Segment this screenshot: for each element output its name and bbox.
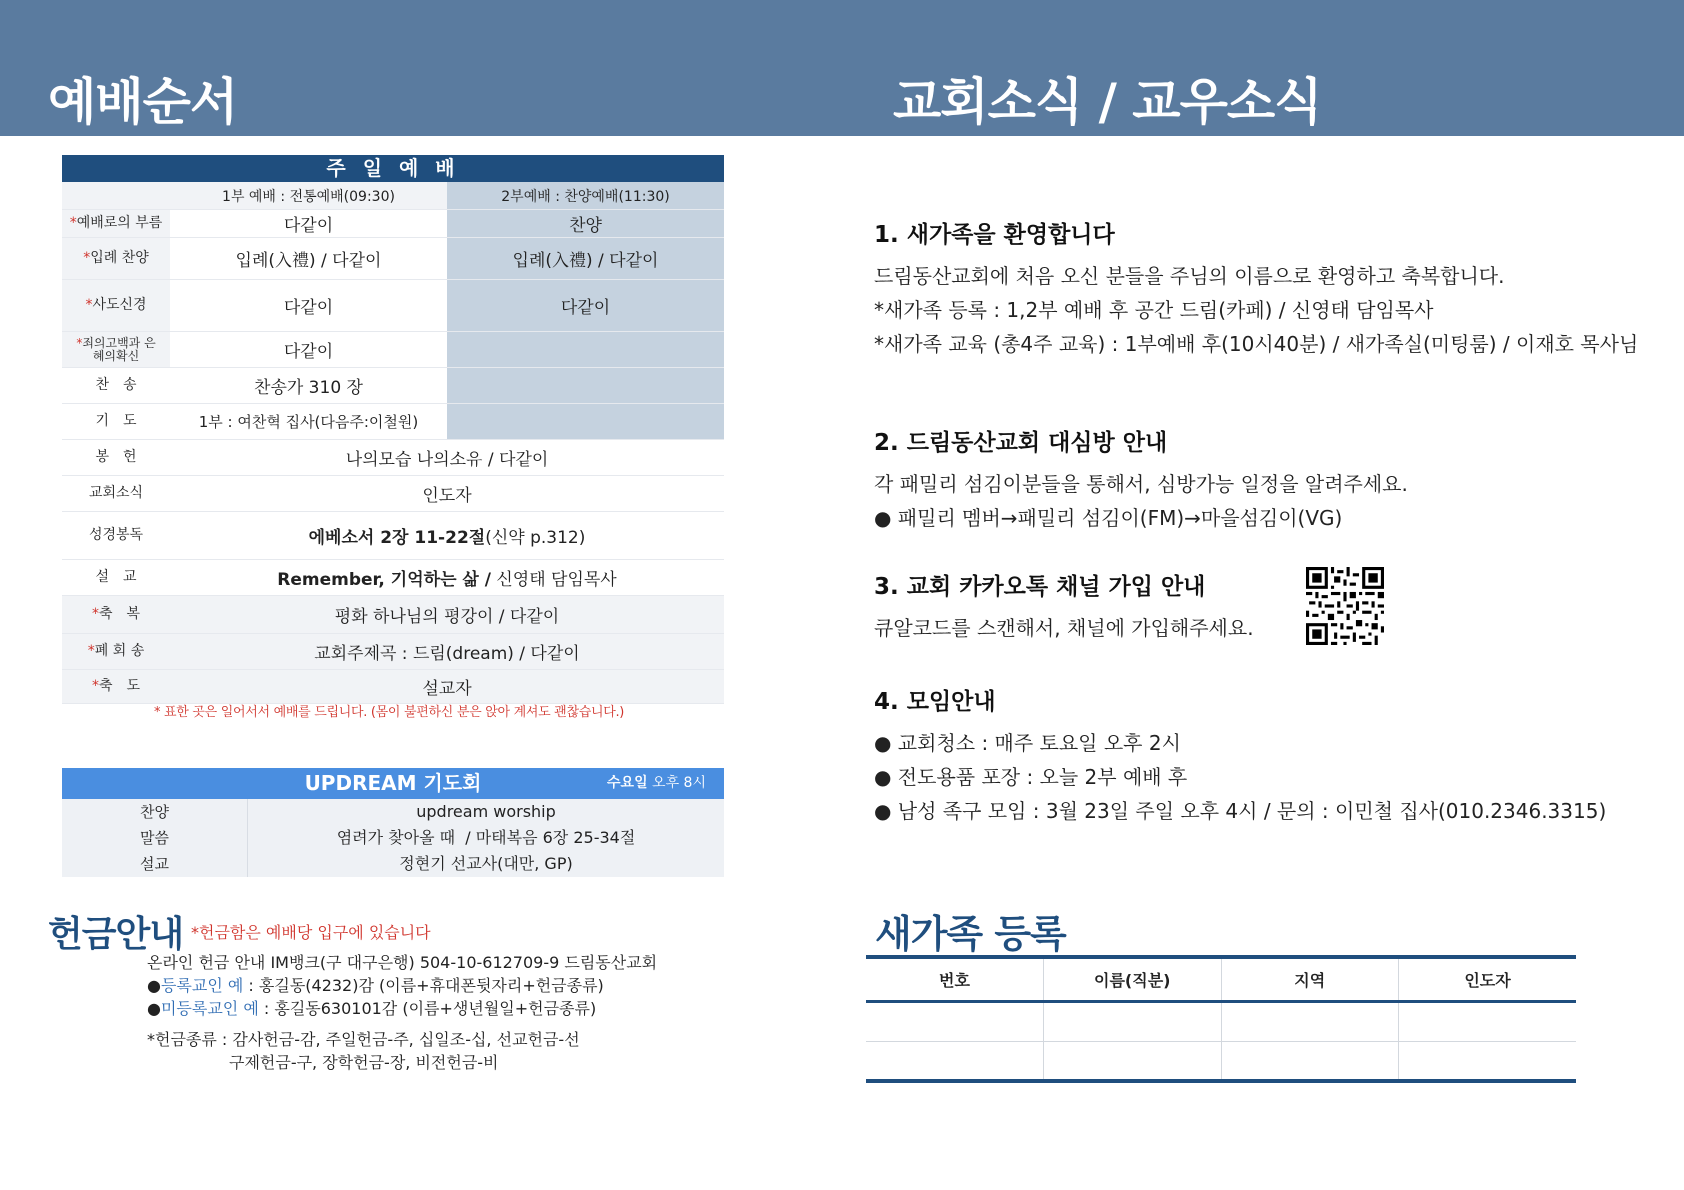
header-band xyxy=(0,0,1684,136)
worship-row-value: 나의모습 나의소유 / 다같이 xyxy=(345,450,549,470)
worship-row xyxy=(62,596,724,634)
news-line: ● 교회청소 : 매주 토요일 오후 2시 xyxy=(874,731,1181,755)
worship-row-label: * 예배로의 부름 xyxy=(62,210,170,237)
worship-row-service2-empty xyxy=(447,368,724,403)
news-item-3 xyxy=(874,568,1254,645)
offering-title: 헌금안내 xyxy=(48,914,184,955)
updream-row-value: updream worship xyxy=(247,799,724,825)
news-title: 2. 드림동산교회 대심방 안내 xyxy=(874,430,1168,456)
worship-row xyxy=(62,512,724,560)
worship-header-blank xyxy=(62,182,170,209)
news-title: 1. 새가족을 환영합니다 xyxy=(874,222,1115,248)
registration-cell[interactable] xyxy=(1044,1001,1222,1041)
worship-row-label: * 축 도 xyxy=(91,678,141,695)
registration-table xyxy=(866,955,1576,1083)
news-item-2 xyxy=(874,424,1408,535)
worship-row xyxy=(62,670,724,704)
updream-row-label: 말씀 xyxy=(140,829,169,847)
updream-title: UPDREAM 기도회 xyxy=(304,771,482,795)
worship-row-service1: 다같이 xyxy=(283,342,334,362)
worship-row xyxy=(62,368,724,404)
worship-row-label: 성경봉독 xyxy=(88,527,144,544)
worship-row xyxy=(62,238,724,280)
worship-row-label: 기 도 xyxy=(95,413,137,430)
updream-row xyxy=(62,825,724,851)
updream-row xyxy=(62,799,724,825)
registration-col-name: 이름(직분) xyxy=(1044,957,1222,1001)
worship-row xyxy=(62,440,724,476)
news-line: *새가족 교육 (총4주 교육) : 1부예배 후(10시40분) / 새가족실(미팅룸) / 이재호 목사님 xyxy=(874,332,1639,356)
registration-col-number: 번호 xyxy=(866,957,1044,1001)
news-title: 3. 교회 카카오톡 채널 가입 안내 xyxy=(874,574,1206,600)
worship-table-title: 주 일 예 배 xyxy=(62,155,724,182)
worship-row-label: * 입례 찬양 xyxy=(62,238,170,279)
worship-row xyxy=(62,332,724,368)
news-title: 4. 모임안내 xyxy=(874,689,996,715)
worship-row-service1: 찬송가 310 장 xyxy=(254,378,363,398)
service1-header: 1부 예배 : 전통예배(09:30) xyxy=(170,182,447,209)
worship-row-service1: 1부 : 여찬혁 집사(다음주:이철원) xyxy=(198,413,419,431)
news-item-4 xyxy=(874,683,1606,828)
worship-order-title: 예배순서 xyxy=(48,73,238,131)
worship-row-value: 인도자 xyxy=(422,486,472,506)
news-line: 큐알코드를 스캔해서, 채널에 가입해주세요. xyxy=(874,616,1254,640)
worship-row xyxy=(62,476,724,512)
updream-row-label: 찬양 xyxy=(140,803,169,821)
worship-row-service1: 다같이 xyxy=(283,298,334,318)
worship-row-label: 찬 송 xyxy=(95,377,137,394)
registration-row xyxy=(866,1041,1576,1081)
registration-cell[interactable] xyxy=(1399,1001,1577,1041)
worship-row xyxy=(62,210,724,238)
worship-row-value: 평화 하나님의 평강이 / 다같이 xyxy=(334,607,560,627)
unregistered-member-example: ●미등록교인 예 : 홍길동630101감 (이름+생년월일+헌금종류) xyxy=(147,999,597,1018)
worship-row-label: *죄의고백과 은혜의확신 xyxy=(62,332,170,367)
registration-cell[interactable] xyxy=(866,1041,1044,1081)
worship-row-service2: 찬양 xyxy=(447,210,724,237)
registration-cell[interactable] xyxy=(1044,1041,1222,1081)
worship-header-row xyxy=(62,182,724,210)
updream-title-bar xyxy=(62,768,724,799)
worship-row-label: * 폐 회 송 xyxy=(87,643,145,660)
sunday-worship-table xyxy=(62,155,724,722)
updream-row xyxy=(62,851,724,877)
worship-row-label: 봉 헌 xyxy=(95,449,137,466)
registration-cell[interactable] xyxy=(1399,1041,1577,1081)
updream-row-value: 정현기 선교사(대만, GP) xyxy=(247,851,724,877)
standing-note: * 표한 곳은 일어서서 예배를 드립니다. (몸이 불편하신 분은 앉아 계셔도 괜찮습니다.) xyxy=(154,705,625,720)
worship-row-service2-empty xyxy=(447,404,724,439)
worship-row xyxy=(62,280,724,332)
news-item-1 xyxy=(874,216,1638,361)
offering-kinds xyxy=(147,1028,580,1074)
worship-row-label: * 사도신경 xyxy=(62,280,170,331)
updream-row-label: 설교 xyxy=(140,855,169,873)
news-line: *새가족 등록 : 1,2부 예배 후 공간 드림(카페) / 신영태 담임목사 xyxy=(874,298,1434,322)
offering-box-note: *헌금함은 예배당 입구에 있습니다 xyxy=(191,923,431,942)
registration-cell[interactable] xyxy=(1221,1001,1399,1041)
church-news-title: 교회소식 / 교우소식 xyxy=(893,73,1322,131)
news-line: ● 패밀리 멤버→패밀리 섬김이(FM)→마을섬김이(VG) xyxy=(874,506,1343,530)
news-line: 각 패밀리 섬김이분들을 통해서, 심방가능 일정을 알려주세요. xyxy=(874,472,1408,496)
worship-row-label: * 축 복 xyxy=(91,606,141,623)
worship-row xyxy=(62,634,724,670)
offering-kinds-line2: 구제헌금-구, 장학헌금-장, 비전헌금-비 xyxy=(229,1053,499,1072)
registration-row xyxy=(866,1001,1576,1041)
registration-col-guide: 인도자 xyxy=(1399,957,1577,1001)
news-line: ● 남성 족구 모임 : 3월 23일 주일 오후 4시 / 문의 : 이민철 집사(010.2346.3315) xyxy=(874,799,1607,823)
worship-row-service2: 입례(入禮) / 다같이 xyxy=(447,238,724,279)
registration-header-row xyxy=(866,957,1576,1001)
registration-cell[interactable] xyxy=(1221,1041,1399,1081)
offering-kinds-line1: *헌금종류 : 감사헌금-감, 주일헌금-주, 십일조-십, 선교헌금-선 xyxy=(147,1030,580,1049)
registered-member-example: ●등록교인 예 : 홍길동(4232)감 (이름+휴대폰뒷자리+헌금종류) xyxy=(147,976,604,995)
registration-col-region: 지역 xyxy=(1221,957,1399,1001)
registration-cell[interactable] xyxy=(866,1001,1044,1041)
worship-row-value: 교회주제곡 : 드림(dream) / 다같이 xyxy=(314,644,580,664)
worship-row-service1: 입례(入禮) / 다같이 xyxy=(235,251,382,271)
worship-row xyxy=(62,560,724,596)
worship-row xyxy=(62,404,724,440)
worship-row-label: 교회소식 xyxy=(88,485,144,502)
news-line: 드림동산교회에 처음 오신 분들을 주님의 이름으로 환영하고 축복합니다. xyxy=(874,264,1505,288)
worship-row-service2: 다같이 xyxy=(447,280,724,331)
sermon: Remember, 기억하는 삶 / 신영태 담임목사 xyxy=(277,570,617,590)
updream-time: 수요일 오후 8시 xyxy=(607,775,706,791)
worship-row-service1: 다같이 xyxy=(283,216,334,236)
worship-row-value: 설교자 xyxy=(422,679,472,699)
scripture-reading: 에베소서 2장 11-22절 (신약 p.312) xyxy=(308,528,586,548)
updream-table xyxy=(62,768,724,877)
service2-header: 2부예배 : 찬양예배(11:30) xyxy=(447,182,724,209)
kakao-qr-code-icon[interactable] xyxy=(1306,567,1384,645)
online-offering-account: 온라인 헌금 안내 IM뱅크(구 대구은행) 504-10-612709-9 드림동산교회 xyxy=(147,953,658,972)
news-line: ● 전도용품 포장 : 오늘 2부 예배 후 xyxy=(874,765,1188,789)
updream-row-value: 염려가 찾아올 때 / 마태복음 6장 25-34절 xyxy=(247,825,724,851)
worship-row-label: 설 교 xyxy=(95,569,137,586)
offering-info xyxy=(147,951,657,1020)
worship-row-service2-empty xyxy=(447,332,724,367)
registration-title: 새가족 등록 xyxy=(875,912,1066,956)
